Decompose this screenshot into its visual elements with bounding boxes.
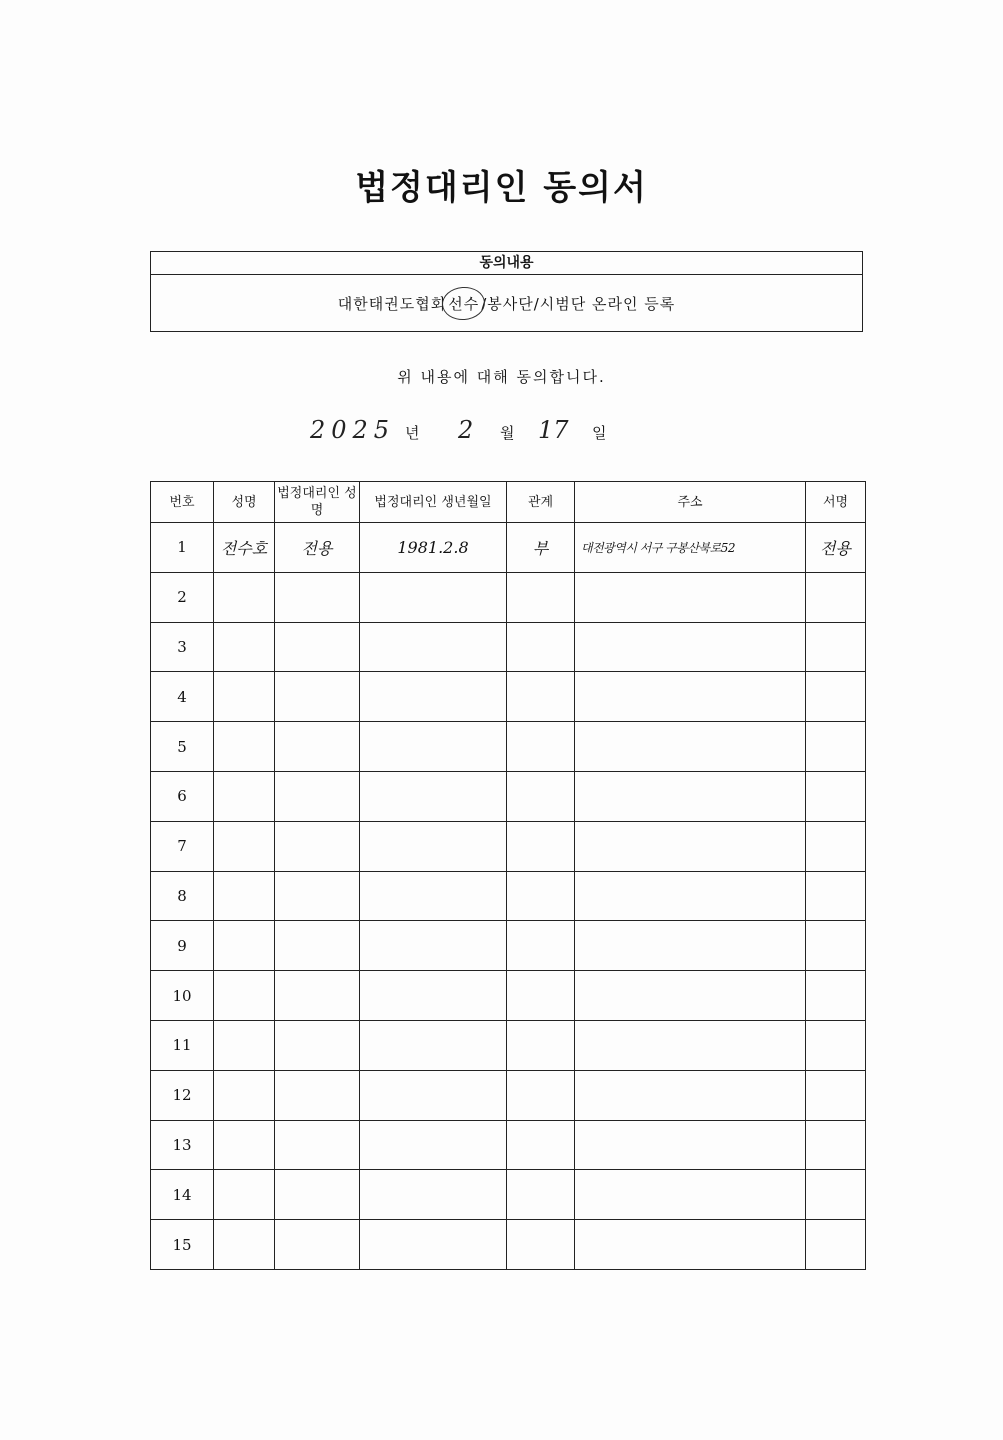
name-cell: [214, 1170, 275, 1220]
relation-cell: [507, 672, 575, 722]
name-cell: [214, 821, 275, 871]
address-cell: [575, 622, 806, 672]
guardian-name-cell: [275, 622, 360, 672]
consent-header: 동의내용: [151, 252, 862, 275]
table-row: [151, 1020, 866, 1070]
guardian-birth-cell: [360, 572, 507, 622]
guardian-birth-cell: [360, 871, 507, 921]
signature-cell: [806, 1170, 866, 1220]
relation-cell: [507, 921, 575, 971]
table-row: [151, 771, 866, 821]
guardian-birth-cell: [360, 1220, 507, 1270]
row-number-cell: 2: [151, 572, 214, 622]
consent-body-before: 대한태권도협회: [337, 295, 447, 313]
signature-cell: [806, 722, 866, 772]
address-cell: [575, 971, 806, 1021]
relation-cell: [507, 1170, 575, 1220]
relation-cell: [507, 1070, 575, 1120]
row-number-cell: 9: [151, 921, 214, 971]
guardian-name-cell: [275, 821, 360, 871]
header-guardian-name: 법정대리인 성명: [275, 482, 360, 523]
consent-circled-option: 선수: [448, 295, 480, 313]
address-cell: [575, 1120, 806, 1170]
relation-cell: [507, 771, 575, 821]
table-row: [151, 971, 866, 1021]
name-cell: [214, 672, 275, 722]
date-year-unit: 년: [405, 424, 420, 442]
guardian-birth-cell: [360, 622, 507, 672]
row-number-cell: 15: [151, 1220, 214, 1270]
relation-cell: 부: [507, 523, 575, 573]
row-number-cell: 14: [151, 1170, 214, 1220]
date-year: 2025: [310, 416, 396, 444]
name-cell: [214, 572, 275, 622]
relation-cell: [507, 821, 575, 871]
table-row: [151, 622, 866, 672]
name-cell: [214, 722, 275, 772]
address-cell: [575, 921, 806, 971]
relation-cell: [507, 1020, 575, 1070]
table-row: [151, 572, 866, 622]
guardian-birth-cell: [360, 971, 507, 1021]
row-number-cell: 13: [151, 1120, 214, 1170]
signature-cell: 전용: [806, 523, 866, 573]
table-row: [151, 1120, 866, 1170]
relation-cell: [507, 572, 575, 622]
table-row: [151, 1170, 866, 1220]
guardian-name-cell: [275, 1070, 360, 1120]
guardian-name-cell: [275, 1120, 360, 1170]
signature-cell: [806, 821, 866, 871]
name-cell: [214, 1020, 275, 1070]
signature-cell: [806, 871, 866, 921]
guardian-name-cell: [275, 722, 360, 772]
header-guardian-birth: 법정대리인 생년월일: [360, 482, 507, 523]
guardian-name-cell: [275, 572, 360, 622]
header-relation: 관계: [507, 482, 575, 523]
guardian-name-cell: [275, 871, 360, 921]
address-cell: [575, 672, 806, 722]
guardian-name-cell: [275, 1020, 360, 1070]
row-number-cell: 6: [151, 771, 214, 821]
guardian-name-cell: [275, 921, 360, 971]
table-row: [151, 1220, 866, 1270]
guardian-birth-cell: [360, 921, 507, 971]
guardian-name-cell: 전용: [275, 523, 360, 573]
address-cell: 대전광역시 서구 구봉산북로52: [575, 523, 806, 573]
table-row: [151, 1070, 866, 1120]
table-row: [151, 523, 866, 573]
row-number-cell: 1: [151, 523, 214, 573]
header-name: 성명: [214, 482, 275, 523]
guardian-name-cell: [275, 971, 360, 1021]
table-row: [151, 821, 866, 871]
table-body: [151, 523, 866, 1270]
guardian-birth-cell: [360, 1170, 507, 1220]
guardian-table: [150, 481, 866, 1270]
table-header-row: [151, 482, 866, 523]
address-cell: [575, 771, 806, 821]
relation-cell: [507, 1120, 575, 1170]
header-signature: 서명: [806, 482, 866, 523]
address-cell: [575, 1020, 806, 1070]
date-day-unit: 일: [592, 424, 607, 442]
address-cell: [575, 821, 806, 871]
row-number-cell: 7: [151, 821, 214, 871]
consent-box: [150, 251, 863, 332]
relation-cell: [507, 971, 575, 1021]
address-cell: [575, 1220, 806, 1270]
relation-cell: [507, 722, 575, 772]
date-month-unit: 월: [500, 424, 515, 442]
table-row: [151, 672, 866, 722]
row-number-cell: 10: [151, 971, 214, 1021]
table-row: [151, 871, 866, 921]
signature-cell: [806, 971, 866, 1021]
row-number-cell: 5: [151, 722, 214, 772]
row-number-cell: 8: [151, 871, 214, 921]
guardian-name-cell: [275, 1170, 360, 1220]
header-address: 주소: [575, 482, 806, 523]
signature-cell: [806, 1070, 866, 1120]
address-cell: [575, 1170, 806, 1220]
guardian-birth-cell: 1981.2.8: [360, 523, 507, 573]
name-cell: [214, 622, 275, 672]
row-number-cell: 4: [151, 672, 214, 722]
signature-cell: [806, 1120, 866, 1170]
signature-cell: [806, 622, 866, 672]
consent-body-after: /봉사단/시범단 온라인 등록: [481, 295, 676, 313]
name-cell: [214, 921, 275, 971]
document-title: 법정대리인 동의서: [355, 168, 648, 208]
relation-cell: [507, 871, 575, 921]
guardian-name-cell: [275, 672, 360, 722]
guardian-name-cell: [275, 771, 360, 821]
guardian-birth-cell: [360, 821, 507, 871]
table-row: [151, 722, 866, 772]
guardian-birth-cell: [360, 1020, 507, 1070]
signature-cell: [806, 921, 866, 971]
relation-cell: [507, 622, 575, 672]
date-month: 2: [458, 416, 474, 444]
name-cell: [214, 1070, 275, 1120]
consent-body: [151, 275, 862, 332]
name-cell: [214, 871, 275, 921]
row-number-cell: 12: [151, 1070, 214, 1120]
signature-cell: [806, 771, 866, 821]
signature-cell: [806, 572, 866, 622]
name-cell: 전수호: [214, 523, 275, 573]
address-cell: [575, 871, 806, 921]
guardian-birth-cell: [360, 1120, 507, 1170]
date-day: 17: [538, 416, 569, 444]
name-cell: [214, 1120, 275, 1170]
guardian-birth-cell: [360, 722, 507, 772]
guardian-name-cell: [275, 1220, 360, 1270]
name-cell: [214, 1220, 275, 1270]
header-number: 번호: [151, 482, 214, 523]
signature-cell: [806, 1020, 866, 1070]
date-line: [0, 414, 1003, 450]
row-number-cell: 11: [151, 1020, 214, 1070]
name-cell: [214, 971, 275, 1021]
guardian-birth-cell: [360, 672, 507, 722]
table-row: [151, 921, 866, 971]
guardian-birth-cell: [360, 1070, 507, 1120]
address-cell: [575, 572, 806, 622]
address-cell: [575, 722, 806, 772]
name-cell: [214, 771, 275, 821]
signature-cell: [806, 1220, 866, 1270]
agreement-statement: 위 내용에 대해 동의합니다.: [397, 368, 606, 386]
address-cell: [575, 1070, 806, 1120]
row-number-cell: 3: [151, 622, 214, 672]
signature-cell: [806, 672, 866, 722]
relation-cell: [507, 1220, 575, 1270]
guardian-birth-cell: [360, 771, 507, 821]
